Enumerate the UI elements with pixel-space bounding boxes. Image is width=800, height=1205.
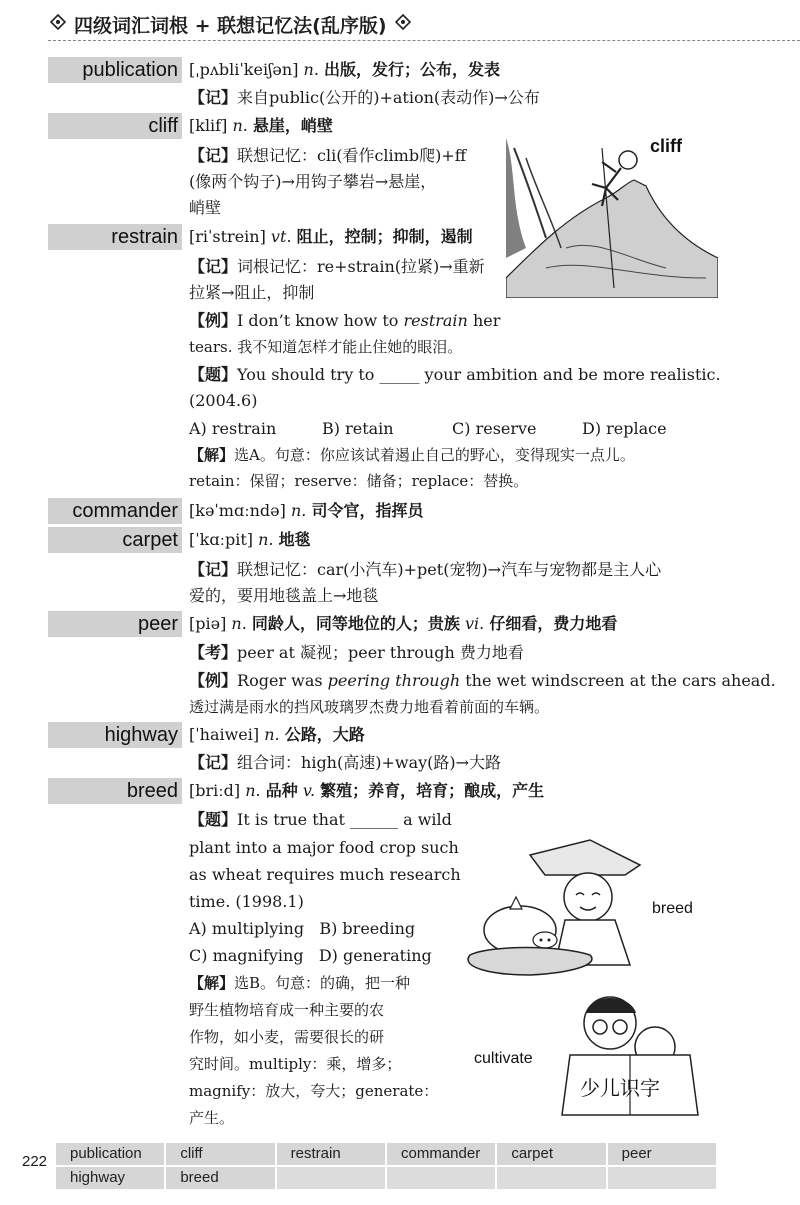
answer-explanation — [189, 970, 410, 996]
example-translation: tears. 我不知道怎样才能止住她的眼泪。 — [189, 338, 463, 356]
note-text: 联想记忆：cli(看作climb爬)+ff — [237, 146, 467, 165]
entry-definition-line — [189, 778, 544, 804]
memory-note — [189, 557, 661, 583]
book-title: 少儿识字 — [580, 1076, 660, 1100]
memory-note-line: 爱的，要用地毯盖上→地毯 — [189, 586, 379, 605]
cultivate-illustration — [470, 985, 720, 1120]
part-of-speech: n. — [258, 530, 274, 549]
headword: restrain — [48, 224, 182, 250]
exam-question — [189, 362, 721, 388]
part-of-speech: n. — [232, 116, 248, 135]
headword: cliff — [48, 113, 182, 139]
note-tag: 【题】 — [189, 810, 238, 829]
options-line: A) multiplying B) breeding — [189, 919, 416, 938]
header-rule — [48, 40, 800, 41]
example-text: the wet windscreen at the cars ahead. — [460, 671, 776, 690]
phonetic: [piə] — [189, 614, 227, 633]
option-c: C) reserve — [452, 419, 537, 438]
index-empty-cell — [277, 1167, 385, 1189]
phonetic: [briːd] — [189, 781, 241, 800]
phonetic: [kəˈmɑːndə] — [189, 501, 286, 520]
memory-note — [189, 254, 485, 280]
page-header — [0, 0, 800, 48]
example-sentence — [189, 308, 500, 334]
note-text: 组合词：high(高速)+way(路)→大路 — [237, 753, 502, 772]
entry-definition-line — [189, 57, 500, 83]
illustration-label: cultivate — [474, 1050, 533, 1067]
part-of-speech: n. — [245, 781, 261, 800]
definition: 司令官，指挥员 — [311, 501, 424, 520]
question-line: as wheat requires much research — [189, 865, 461, 884]
headword: carpet — [48, 527, 182, 553]
memory-note — [189, 750, 501, 776]
index-empty-cell — [608, 1167, 716, 1189]
part-of-speech: vi. — [465, 614, 485, 633]
option-b: B) retain — [322, 419, 394, 438]
definition: 公路，大路 — [284, 725, 365, 744]
option-d: D) replace — [582, 419, 667, 438]
illustration-label: cliff — [650, 136, 683, 156]
answer-explanation-line: 野生植物培育成一种主要的农 — [189, 1001, 385, 1019]
definition: 繁殖；养育，培育；酿成，产生 — [320, 781, 545, 800]
note-text: 词根记忆：re+strain(拉紧)→重新 — [237, 257, 485, 276]
note-tag: 【记】 — [189, 753, 238, 772]
part-of-speech: n. — [290, 501, 307, 520]
note-text: 联想记忆：car(小汽车)+pet(宠物)→汽车与宠物都是主人心 — [237, 560, 662, 579]
headword: peer — [48, 611, 182, 637]
question-text: You should try to _____ your ambition and be more realistic. — [237, 365, 721, 384]
headword: publication — [48, 57, 182, 83]
note-tag: 【考】 — [189, 643, 238, 662]
page-number: 222 — [22, 1153, 48, 1170]
phonetic: [ˈhaiwei] — [189, 725, 260, 744]
part-of-speech: vt. — [270, 227, 292, 246]
entry-definition-line — [189, 722, 365, 748]
phonetic: [klif] — [189, 116, 228, 135]
definition: 地毯 — [278, 530, 311, 549]
footer-word-index — [56, 1143, 716, 1189]
index-word: restrain — [277, 1143, 385, 1165]
answer-explanation-line: retain：保留；reserve：储备；replace：替换。 — [189, 472, 529, 490]
option-a: A) restrain — [189, 419, 277, 438]
index-word: breed — [166, 1167, 274, 1189]
memory-note — [189, 85, 540, 111]
example-sentence — [189, 668, 776, 694]
question-source: (2004.6) — [189, 391, 258, 410]
answer-explanation-line: magnify：放大，夸大；generate： — [189, 1082, 439, 1100]
definition: 同龄人，同等地位的人；贵族 — [251, 614, 460, 633]
question-line: time. (1998.1) — [189, 892, 304, 911]
phonetic: [ˌpʌbliˈkeiʃən] — [189, 60, 299, 79]
index-word: carpet — [497, 1143, 605, 1165]
note-text: 来自public(公开的)+ation(表动作)→公布 — [237, 88, 540, 107]
entry-definition-line — [189, 611, 617, 637]
entry-definition-line — [189, 224, 473, 250]
exam-question — [189, 807, 452, 833]
phonetic: [riˈstrein] — [189, 227, 266, 246]
part-of-speech: n. — [264, 725, 280, 744]
note-tag: 【解】 — [189, 446, 235, 464]
note-text: peer at 凝视；peer through 费力地看 — [237, 643, 524, 662]
question-line: plant into a major food crop such — [189, 838, 459, 857]
example-text: I don’t know how to — [237, 311, 404, 330]
note-tag: 【例】 — [189, 671, 238, 690]
entry-definition-line — [189, 527, 311, 553]
headword: breed — [48, 778, 182, 804]
index-word: highway — [56, 1167, 164, 1189]
note-tag: 【记】 — [189, 146, 238, 165]
illustration-label: breed — [652, 900, 693, 917]
index-word: publication — [56, 1143, 164, 1165]
part-of-speech: v. — [302, 781, 316, 800]
phonetic: [ˈkɑːpit] — [189, 530, 253, 549]
entry-definition-line — [189, 113, 333, 139]
example-keyword: peering through — [327, 671, 461, 690]
headword: commander — [48, 498, 182, 524]
note-tag: 【解】 — [189, 974, 235, 992]
index-word: peer — [608, 1143, 716, 1165]
entry-definition-line — [189, 498, 423, 524]
answer-explanation-line: 产生。 — [189, 1109, 235, 1127]
example-translation: 透过满是雨水的挡风玻璃罗杰费力地看着前面的车辆。 — [189, 698, 550, 716]
cliff-illustration — [506, 128, 718, 298]
header-title: 四级词汇词根 + 联想记忆法(乱序版) — [74, 14, 387, 37]
question-text: It is true that ______ a wild — [237, 810, 452, 829]
answer-text: 选A。句意：你应该试着遏止自己的野心，变得现实一点儿。 — [234, 446, 635, 464]
note-tag: 【题】 — [189, 365, 238, 384]
note-tag: 【记】 — [189, 560, 238, 579]
example-text: her — [467, 311, 501, 330]
answer-explanation — [189, 442, 635, 468]
note-tag: 【记】 — [189, 257, 238, 276]
diamond-ornament-icon — [395, 14, 411, 34]
example-text: Roger was — [237, 671, 328, 690]
index-word: commander — [387, 1143, 495, 1165]
note-tag: 【记】 — [189, 88, 238, 107]
definition: 阻止，控制；抑制，遏制 — [296, 227, 473, 246]
diamond-ornament-icon — [50, 14, 66, 34]
index-word: cliff — [166, 1143, 274, 1165]
answer-explanation-line: 作物，如小麦，需要很长的研 — [189, 1028, 385, 1046]
definition: 悬崖，峭壁 — [252, 116, 333, 135]
definition: 出版，发行；公布，发表 — [324, 60, 501, 79]
answer-text: 选B。句意：的确，把一种 — [234, 974, 411, 992]
memory-note-line: 峭壁 — [189, 198, 222, 217]
definition: 仔细看，费力地看 — [489, 614, 618, 633]
memory-note-line: 拉紧→阻止，抑制 — [189, 283, 315, 302]
index-empty-cell — [497, 1167, 605, 1189]
options-line: C) magnifying D) generating — [189, 946, 432, 965]
index-empty-cell — [387, 1167, 495, 1189]
note-tag: 【例】 — [189, 311, 238, 330]
part-of-speech: n. — [231, 614, 247, 633]
definition: 品种 — [265, 781, 298, 800]
answer-explanation-line: 究时间。multiply：乘，增多； — [189, 1055, 402, 1073]
memory-note — [189, 143, 466, 169]
breed-illustration — [450, 835, 720, 985]
headword: highway — [48, 722, 182, 748]
usage-note — [189, 640, 524, 666]
example-keyword: restrain — [403, 311, 468, 330]
part-of-speech: n. — [303, 60, 319, 79]
memory-note-line: (像两个钩子)→用钩子攀岩→悬崖， — [189, 172, 437, 191]
